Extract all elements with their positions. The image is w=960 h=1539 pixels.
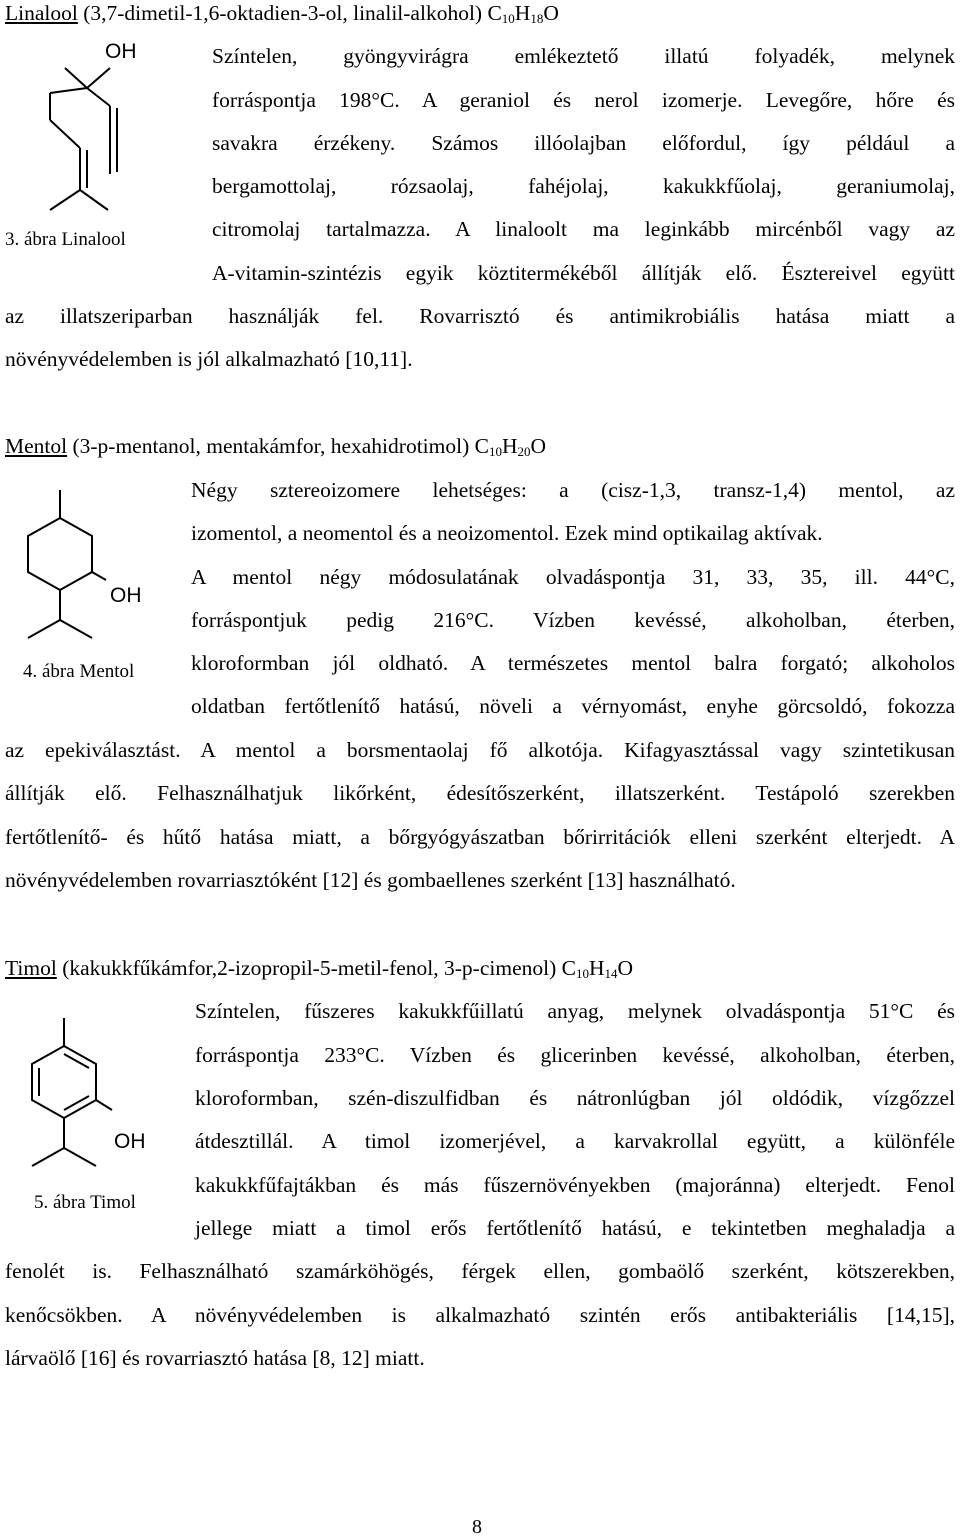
- compound-synonyms: (3-p-mentanol, mentakámfor, hexahidrotimol) C: [67, 434, 489, 458]
- section-title: [5, 433, 546, 459]
- formula-element: H: [501, 434, 518, 458]
- paragraph-line: növényvédelemben is jól alkalmazható [10,11].: [5, 347, 413, 371]
- compound-name: Linalool: [5, 1, 78, 25]
- formula-element: O: [530, 434, 547, 458]
- paragraph-line: jellege miatt a timol erős fertőtlenítő hatású, e tekintetben meghaladja a: [195, 1216, 955, 1240]
- paragraph-line: oldatban fertőtlenítő hatású, növeli a vérnyomást, enyhe görcsoldó, fokozza: [191, 694, 955, 718]
- paragraph-line: A mentol négy módosulatának olvadáspontja 31, 33, 35, ill. 44°C,: [191, 565, 955, 589]
- paragraph-line: fenolét is. Felhasználható szamárköhögés, férgek ellen, gombaölő szerként, kötszerekben,: [5, 1259, 955, 1283]
- paragraph-line: állítják elő. Felhasználhatjuk likőrként, édesítőszerként, illatszerként. Testápoló szerekben: [5, 781, 955, 805]
- paragraph-line: Négy sztereoizomere lehetséges: a (cisz-1,3, transz-1,4) mentol, az: [191, 478, 955, 502]
- formula-subscript: 10: [501, 11, 515, 26]
- paragraph-line: átdesztillál. A timol izomerjével, a karvakrollal együtt, a különféle: [195, 1129, 955, 1153]
- compound-name: Timol: [5, 956, 57, 980]
- paragraph-line: kloroformban, szén-diszulfidban és nátronlúgban jól oldódik, vízgőzzel: [195, 1086, 955, 1110]
- compound-name: Mentol: [5, 434, 68, 458]
- hydroxyl-label: OH: [105, 40, 137, 63]
- figure-caption: 3. ábra Linalool: [5, 229, 126, 250]
- formula-subscript: 14: [604, 966, 618, 981]
- hydroxyl-label: OH: [114, 1130, 146, 1153]
- paragraph-line: izomentol, a neomentol és a neoizomentol. Ezek mind optikailag aktívak.: [191, 521, 823, 545]
- figure-caption: 4. ábra Mentol: [23, 661, 135, 682]
- compound-synonyms: (3,7-dimetil-1,6-oktadien-3-ol, linalil-alkohol) C: [77, 1, 502, 25]
- paragraph-line: citromolaj tartalmazza. A linaloolt ma leginkább mircénből vagy az: [212, 217, 955, 241]
- paragraph-line: Színtelen, gyöngyvirágra emlékeztető illatú folyadék, melynek: [212, 44, 955, 68]
- paragraph-line: az illatszeriparban használják fel. Rovarrisztó és antimikrobiális hatása miatt a: [5, 304, 955, 328]
- figure-caption: 5. ábra Timol: [34, 1192, 136, 1213]
- formula-element: O: [543, 1, 559, 25]
- formula-element: H: [514, 1, 531, 25]
- paragraph-line: forráspontja 233°C. Vízben és glicerinben kevéssé, alkoholban, éterben,: [195, 1043, 955, 1067]
- section-title: [5, 955, 633, 981]
- paragraph-line: fertőtlenítő- és hűtő hatása miatt, a bőrgyógyászatban bőrirritációk elleni szerként elterjedt. A: [5, 825, 955, 849]
- paragraph-line: kloroformban jól oldható. A természetes mentol balra forgató; alkoholos: [191, 651, 955, 675]
- linalool-structure-diagram: [30, 38, 190, 218]
- formula-subscript: 18: [530, 11, 544, 26]
- formula-subscript: 20: [517, 444, 531, 459]
- paragraph-line: forráspontjuk pedig 216°C. Vízben kevéssé, alkoholban, éterben,: [191, 608, 955, 632]
- paragraph-line: növényvédelemben rovarriasztóként [12] és gombaellenes szerként [13] használható.: [5, 868, 736, 892]
- paragraph-line: kenőcsökben. A növényvédelemben is alkalmazható szintén erős antibakteriális [14,15],: [5, 1303, 955, 1327]
- paragraph-line: bergamottolaj, rózsaolaj, fahéjolaj, kakukkfűolaj, geraniumolaj,: [212, 174, 955, 198]
- paragraph-line: A-vitamin-szintézis egyik köztitermékéből állítják elő. Észtereivel együtt: [212, 261, 955, 285]
- formula-element: H: [588, 956, 605, 980]
- compound-synonyms: (kakukkfűkámfor,2-izopropil-5-metil-fenol, 3-p-cimenol) C: [56, 956, 576, 980]
- formula-subscript: 10: [575, 966, 589, 981]
- paragraph-line: forráspontja 198°C. A geraniol és nerol izomerje. Levegőre, hőre és: [212, 88, 955, 112]
- paragraph-line: kakukkfűfajtákban és más fűszernövényekben (majoránna) elterjedt. Fenol: [195, 1173, 955, 1197]
- formula-element: O: [617, 956, 634, 980]
- hydroxyl-label: OH: [110, 584, 142, 607]
- paragraph-line: lárvaölő [16] és rovarriasztó hatása [8, 12] miatt.: [5, 1346, 425, 1370]
- paragraph-line: savakra érzékeny. Számos illóolajban előfordul, így például a: [212, 131, 955, 155]
- section-title: [5, 0, 559, 26]
- timol-structure-diagram: [22, 1010, 192, 1190]
- page-number: 8: [472, 1516, 482, 1538]
- paragraph-line: Színtelen, fűszeres kakukkfűillatú anyag, melynek olvadáspontja 51°C és: [195, 999, 955, 1023]
- formula-subscript: 10: [488, 444, 502, 459]
- paragraph-line: az epekiválasztást. A mentol a borsmentaolaj fő alkotója. Kifagyasztással vagy szintetikusan: [5, 738, 955, 762]
- mentol-structure-diagram: [20, 482, 190, 652]
